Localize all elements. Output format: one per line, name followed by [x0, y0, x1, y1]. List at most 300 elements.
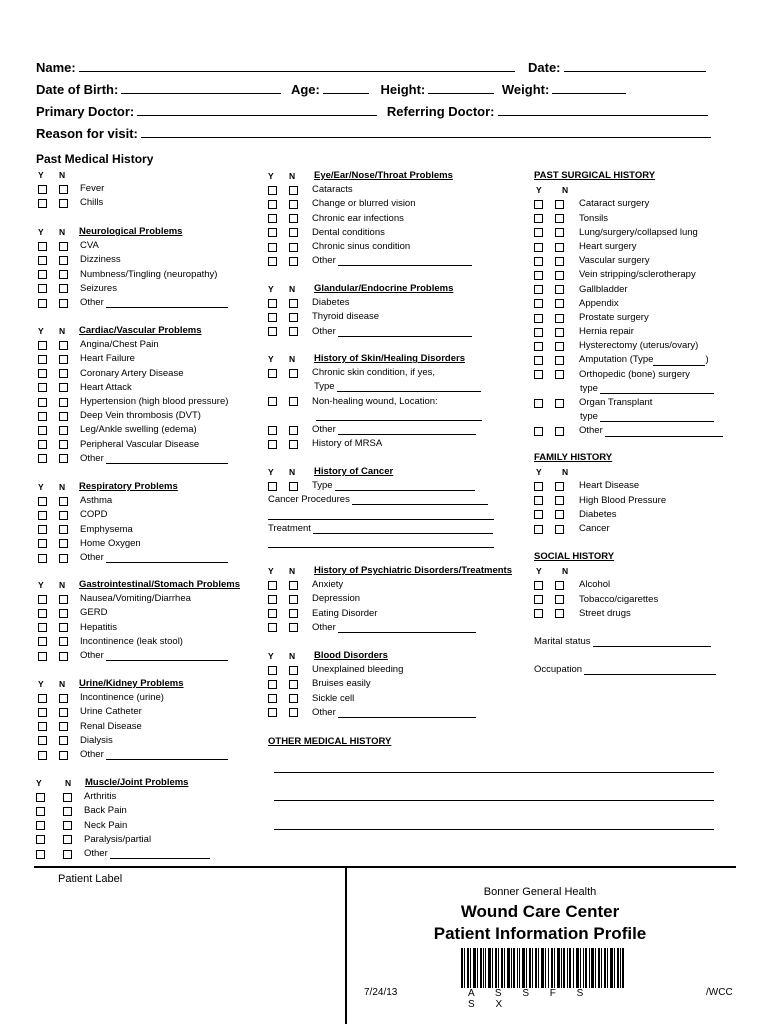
list-item: Vein stripping/sclerotherapy [534, 268, 723, 282]
treatment-field-2[interactable] [268, 538, 494, 548]
yes-checkbox[interactable] [38, 369, 47, 378]
primary-doctor-field[interactable] [137, 104, 377, 116]
yes-checkbox[interactable] [534, 257, 543, 266]
yes-checkbox[interactable] [38, 341, 47, 350]
no-checkbox[interactable] [59, 736, 68, 745]
name-field[interactable] [79, 60, 515, 72]
no-checkbox[interactable] [555, 399, 564, 408]
yes-checkbox[interactable] [38, 708, 47, 717]
no-checkbox[interactable] [555, 214, 564, 223]
no-checkbox[interactable] [289, 680, 298, 689]
no-checkbox[interactable] [59, 426, 68, 435]
yes-checkbox[interactable] [38, 539, 47, 548]
no-checkbox[interactable] [555, 595, 564, 604]
list-item: Arthritis [36, 790, 210, 804]
no-checkbox[interactable] [289, 186, 298, 195]
yes-checkbox[interactable] [534, 525, 543, 534]
yes-checkbox[interactable] [38, 609, 47, 618]
no-checkbox[interactable] [289, 243, 298, 252]
other-history-line-1[interactable] [274, 772, 714, 773]
no-checkbox[interactable] [289, 369, 298, 378]
yes-checkbox[interactable] [38, 185, 47, 194]
list-item: Eating Disorder [268, 607, 512, 621]
list-item: Type [268, 479, 494, 493]
list-item: Emphysema [38, 523, 228, 537]
surgical-section: PAST SURGICAL HISTORY Y N Cataract surgery Tonsils Lung/surgery/collapsed lung Heart surgery Vascular surgery Vein stripping/sclerotherapy Gallbladder Appendix Prostate surgery Hernia repair Hysterectomy (uterus/ovary) Amputation (Type ) Orthopedic (bone) surgery type Organ Transplant type Other [534, 169, 723, 439]
no-checkbox[interactable] [555, 342, 564, 351]
yes-checkbox[interactable] [534, 271, 543, 280]
yes-checkbox[interactable] [38, 199, 47, 208]
neuro-title: Neurological Problems [79, 226, 183, 237]
yes-checkbox[interactable] [38, 256, 47, 265]
no-checkbox[interactable] [289, 257, 298, 266]
no-checkbox[interactable] [289, 327, 298, 336]
no-checkbox[interactable] [555, 200, 564, 209]
list-item: Angina/Chest Pain [38, 338, 228, 352]
age-field[interactable] [323, 82, 369, 94]
yes-checkbox[interactable] [534, 314, 543, 323]
cancer-type-field[interactable] [335, 481, 475, 491]
no-checkbox[interactable] [59, 199, 68, 208]
yes-checkbox[interactable] [36, 835, 45, 844]
list-item: Amputation (Type ) [534, 353, 723, 367]
list-item: Other [38, 551, 228, 565]
list-item: Thyroid disease [268, 310, 472, 324]
other-field[interactable] [338, 623, 476, 633]
cancer-procedures-field-2[interactable] [268, 510, 494, 520]
no-checkbox[interactable] [555, 370, 564, 379]
yes-checkbox[interactable] [268, 299, 277, 308]
no-checkbox[interactable] [289, 595, 298, 604]
no-checkbox[interactable] [59, 609, 68, 618]
yes-checkbox[interactable] [534, 399, 543, 408]
yes-checkbox[interactable] [268, 581, 277, 590]
yes-checkbox[interactable] [534, 581, 543, 590]
yes-checkbox[interactable] [38, 454, 47, 463]
yes-checkbox[interactable] [38, 270, 47, 279]
other-field[interactable] [106, 750, 228, 760]
dob-field[interactable] [121, 82, 281, 94]
yes-checkbox[interactable] [38, 284, 47, 293]
dob-label: Date of Birth: [36, 82, 119, 97]
list-item: Cataract surgery [534, 197, 723, 211]
yes-checkbox[interactable] [38, 652, 47, 661]
no-checkbox[interactable] [59, 341, 68, 350]
name-row [36, 60, 515, 75]
no-checkbox[interactable] [289, 214, 298, 223]
yes-checkbox[interactable] [268, 680, 277, 689]
other-history-line-3[interactable] [274, 829, 714, 830]
yes-checkbox[interactable] [268, 257, 277, 266]
yes-checkbox[interactable] [38, 383, 47, 392]
list-item: Incontinence (leak stool) [38, 635, 240, 649]
social-section: SOCIAL HISTORY Y N Alcohol Tobacco/cigarettes Street drugs [534, 550, 658, 621]
organ-type-field[interactable] [600, 412, 714, 422]
list-item: Other [38, 452, 228, 466]
yes-checkbox[interactable] [38, 595, 47, 604]
yes-checkbox[interactable] [534, 285, 543, 294]
yes-checkbox[interactable] [36, 821, 45, 830]
list-item: Fever [38, 182, 104, 196]
no-checkbox[interactable] [555, 581, 564, 590]
other-field[interactable] [106, 651, 228, 661]
yes-checkbox[interactable] [268, 214, 277, 223]
yes-checkbox[interactable] [268, 694, 277, 703]
no-checkbox[interactable] [59, 185, 68, 194]
no-checkbox[interactable] [555, 525, 564, 534]
marital-label: Marital status [534, 636, 591, 647]
yes-checkbox[interactable] [38, 426, 47, 435]
list-item: Cataracts [268, 183, 472, 197]
yes-checkbox[interactable] [38, 751, 47, 760]
doctor-row [36, 104, 708, 119]
no-checkbox[interactable] [59, 554, 68, 563]
no-checkbox[interactable] [59, 383, 68, 392]
yes-checkbox[interactable] [38, 525, 47, 534]
other-field[interactable] [338, 425, 476, 435]
yes-checkbox[interactable] [534, 482, 543, 491]
no-checkbox[interactable] [289, 299, 298, 308]
yes-checkbox[interactable] [534, 370, 543, 379]
no-checkbox[interactable] [63, 793, 72, 802]
no-checkbox[interactable] [59, 440, 68, 449]
yes-checkbox[interactable] [38, 355, 47, 364]
gi-title: Gastrointestinal/Stomach Problems [79, 579, 241, 590]
urine-title: Urine/Kidney Problems [79, 678, 184, 689]
list-item: Nausea/Vomiting/Diarrhea [38, 592, 240, 606]
no-checkbox[interactable] [555, 482, 564, 491]
list-item: Coronary Artery Disease [38, 367, 228, 381]
no-checkbox[interactable] [555, 271, 564, 280]
no-checkbox[interactable] [555, 356, 564, 365]
primary-doctor-label: Primary Doctor: [36, 104, 135, 119]
other-field[interactable] [106, 553, 228, 563]
yes-checkbox[interactable] [36, 807, 45, 816]
list-item: Other [534, 424, 723, 438]
yes-checkbox[interactable] [534, 427, 543, 436]
barcode-text: A S S F S S X [468, 988, 593, 1010]
cancer-section: Y N History of Cancer Type Cancer Procedures Treatment [268, 465, 494, 550]
list-item: Tonsils [534, 212, 723, 226]
reason-row [36, 126, 711, 141]
ortho-type-field[interactable] [600, 384, 714, 394]
list-item: Back Pain [36, 804, 210, 818]
yes-checkbox[interactable] [534, 595, 543, 604]
no-checkbox[interactable] [59, 242, 68, 251]
patient-label: Patient Label [58, 873, 123, 885]
yes-checkbox[interactable] [534, 496, 543, 505]
list-item [268, 409, 482, 423]
yes-checkbox[interactable] [36, 793, 45, 802]
yes-checkbox[interactable] [38, 637, 47, 646]
list-item: type [534, 382, 723, 396]
list-item: Seizures [38, 282, 228, 296]
form-title-1: Wound Care Center [460, 902, 620, 921]
yes-checkbox[interactable] [268, 440, 277, 449]
no-checkbox[interactable] [289, 708, 298, 717]
no-checkbox[interactable] [289, 426, 298, 435]
list-item: Other [268, 325, 472, 339]
list-item: Deep Vein thrombosis (DVT) [38, 409, 228, 423]
surgical-title: PAST SURGICAL HISTORY [534, 170, 656, 181]
footer-vertical-divider [345, 868, 347, 1024]
yn-header: Y N [38, 170, 66, 180]
yes-checkbox[interactable] [38, 736, 47, 745]
psych-section: Y N History of Psychiatric Disorders/Treatments Anxiety Depression Eating Disorder Other [268, 564, 512, 635]
other-field[interactable] [106, 298, 228, 308]
yes-checkbox[interactable] [268, 426, 277, 435]
list-item: Street drugs [534, 607, 658, 621]
amputation-type-field[interactable] [653, 356, 705, 366]
occupation-label: Occupation [534, 664, 583, 675]
gi-section: Y N Gastrointestinal/Stomach Problems Nausea/Vomiting/Diarrhea GERD Hepatitis Incontinence (leak stool) Other [38, 578, 240, 663]
no-checkbox[interactable] [59, 398, 68, 407]
no-checkbox[interactable] [555, 609, 564, 618]
list-item: Diabetes [534, 508, 666, 522]
list-item: Unexplained bleeding [268, 663, 476, 677]
yes-checkbox[interactable] [268, 708, 277, 717]
no-checkbox[interactable] [289, 694, 298, 703]
gland-section: Y N Glandular/Endocrine Problems Diabetes Thyroid disease Other [268, 282, 472, 339]
yes-checkbox[interactable] [38, 440, 47, 449]
cancer-title: History of Cancer [314, 466, 394, 477]
yes-checkbox[interactable] [268, 482, 277, 491]
list-item: COPD [38, 508, 228, 522]
no-checkbox[interactable] [59, 525, 68, 534]
yes-checkbox[interactable] [534, 200, 543, 209]
no-checkbox[interactable] [59, 751, 68, 760]
list-item: Non-healing wound, Location: [268, 395, 482, 409]
yes-checkbox[interactable] [38, 694, 47, 703]
no-checkbox[interactable] [63, 821, 72, 830]
yes-checkbox[interactable] [38, 554, 47, 563]
list-item: Neck Pain [36, 819, 210, 833]
other-history-title: OTHER MEDICAL HISTORY [268, 736, 392, 747]
treatment-field[interactable] [313, 524, 493, 534]
no-checkbox[interactable] [59, 454, 68, 463]
yes-checkbox[interactable] [534, 214, 543, 223]
name-label: Name: [36, 60, 76, 75]
list-item: Incontinence (urine) [38, 691, 228, 705]
no-checkbox[interactable] [59, 284, 68, 293]
age-label: Age: [290, 82, 320, 97]
no-checkbox[interactable] [289, 440, 298, 449]
yes-checkbox[interactable] [38, 242, 47, 251]
list-item: Other [268, 621, 512, 635]
no-checkbox[interactable] [555, 328, 564, 337]
yes-checkbox[interactable] [534, 328, 543, 337]
no-checkbox[interactable] [59, 256, 68, 265]
no-checkbox[interactable] [289, 482, 298, 491]
cancer-procedures-field[interactable] [352, 495, 488, 505]
other-field[interactable] [110, 849, 210, 859]
list-item: Urine Catheter [38, 705, 228, 719]
no-checkbox[interactable] [289, 228, 298, 237]
no-checkbox[interactable] [289, 666, 298, 675]
yes-checkbox[interactable] [38, 623, 47, 632]
no-checkbox[interactable] [63, 850, 72, 859]
list-item: Other [268, 706, 476, 720]
yes-checkbox[interactable] [268, 595, 277, 604]
cardiac-section: Y N Cardiac/Vascular Problems Angina/Chest Pain Heart Failure Coronary Artery Disease Heart Attack Hypertension (high blood pressure) Deep Vein thrombosis (DVT) Leg/Ankle swelling (edema) Peripheral Vascular Disease Other [38, 324, 228, 466]
referring-doctor-field[interactable] [498, 104, 708, 116]
no-checkbox[interactable] [63, 835, 72, 844]
urine-section: Y N Urine/Kidney Problems Incontinence (urine) Urine Catheter Renal Disease Dialysis Other [38, 677, 228, 762]
list-item: Asthma [38, 494, 228, 508]
yes-checkbox[interactable] [534, 609, 543, 618]
resp-title: Respiratory Problems [79, 481, 178, 492]
list-item: Orthopedic (bone) surgery [534, 368, 723, 382]
no-checkbox[interactable] [59, 511, 68, 520]
height-field[interactable] [428, 82, 494, 94]
other-field[interactable] [338, 256, 472, 266]
org-name: Bonner General Health [483, 886, 597, 898]
cardiac-title: Cardiac/Vascular Problems [79, 325, 202, 336]
yes-checkbox[interactable] [534, 243, 543, 252]
list-item: Other [38, 296, 228, 310]
yes-checkbox[interactable] [38, 398, 47, 407]
no-checkbox[interactable] [555, 496, 564, 505]
reason-field[interactable] [141, 126, 711, 138]
muscle-title: Muscle/Joint Problems [85, 777, 189, 788]
list-item: Cancer [534, 522, 666, 536]
no-checkbox[interactable] [59, 623, 68, 632]
date-label: Date: [528, 60, 561, 75]
no-checkbox[interactable] [59, 539, 68, 548]
eye-title: Eye/Ear/Nose/Throat Problems [314, 170, 453, 181]
list-item: Hypertension (high blood pressure) [38, 395, 228, 409]
list-item: History of MRSA [268, 437, 482, 451]
yes-checkbox[interactable] [38, 722, 47, 731]
form-code: /WCC [706, 987, 733, 998]
yes-checkbox[interactable] [534, 510, 543, 519]
yes-checkbox[interactable] [534, 299, 543, 308]
no-checkbox[interactable] [59, 722, 68, 731]
occupation-field[interactable] [584, 665, 716, 675]
yes-checkbox[interactable] [534, 342, 543, 351]
no-checkbox[interactable] [59, 708, 68, 717]
list-item: Chills [38, 196, 104, 210]
resp-section: Y N Respiratory Problems Asthma COPD Emphysema Home Oxygen Other [38, 480, 228, 565]
yes-checkbox[interactable] [38, 299, 47, 308]
no-checkbox[interactable] [59, 595, 68, 604]
family-section: FAMILY HISTORY Y N Heart Disease High Blood Pressure Diabetes Cancer [534, 451, 666, 536]
no-checkbox[interactable] [289, 609, 298, 618]
list-item: Dental conditions [268, 226, 472, 240]
list-item: Hepatitis [38, 621, 240, 635]
yes-checkbox[interactable] [38, 412, 47, 421]
list-item: Depression [268, 592, 512, 606]
yes-checkbox[interactable] [268, 666, 277, 675]
no-checkbox[interactable] [289, 581, 298, 590]
no-checkbox[interactable] [59, 369, 68, 378]
height-label: Height: [380, 82, 426, 97]
no-checkbox[interactable] [555, 228, 564, 237]
date-field[interactable] [564, 60, 706, 72]
list-item: Other [36, 847, 210, 861]
yes-checkbox[interactable] [268, 186, 277, 195]
blood-section: Y N Blood Disorders Unexplained bleeding Bruises easily Sickle cell Other [268, 649, 476, 720]
no-checkbox[interactable] [555, 427, 564, 436]
no-checkbox[interactable] [59, 637, 68, 646]
other-history-line-2[interactable] [274, 800, 714, 801]
yes-checkbox[interactable] [268, 623, 277, 632]
yes-checkbox[interactable] [268, 228, 277, 237]
yes-checkbox[interactable] [268, 397, 277, 406]
no-checkbox[interactable] [289, 397, 298, 406]
form-title-2: Patient Information Profile [433, 924, 647, 943]
no-checkbox[interactable] [289, 313, 298, 322]
other-field[interactable] [605, 427, 723, 437]
no-checkbox[interactable] [59, 299, 68, 308]
date-row [528, 60, 706, 75]
list-item: Leg/Ankle swelling (edema) [38, 423, 228, 437]
yes-checkbox[interactable] [268, 313, 277, 322]
list-item: Prostate surgery [534, 311, 723, 325]
yes-checkbox[interactable] [268, 369, 277, 378]
other-field[interactable] [338, 708, 476, 718]
list-item: Paralysis/partial [36, 833, 210, 847]
no-checkbox[interactable] [289, 200, 298, 209]
yes-checkbox[interactable] [38, 511, 47, 520]
list-item: Type [268, 380, 482, 394]
skin-type-field[interactable] [337, 382, 481, 392]
list-item: Chronic ear infections [268, 212, 472, 226]
yes-checkbox[interactable] [36, 850, 45, 859]
no-checkbox[interactable] [555, 243, 564, 252]
no-checkbox[interactable] [59, 652, 68, 661]
marital-field[interactable] [593, 637, 711, 647]
no-checkbox[interactable] [555, 257, 564, 266]
list-item: Sickle cell [268, 692, 476, 706]
gland-title: Glandular/Endocrine Problems [314, 283, 454, 294]
list-item: Dizziness [38, 253, 228, 267]
no-checkbox[interactable] [555, 299, 564, 308]
no-checkbox[interactable] [63, 807, 72, 816]
no-checkbox[interactable] [59, 694, 68, 703]
other-field[interactable] [106, 454, 228, 464]
list-item: Chronic skin condition, if yes, [268, 366, 482, 380]
yes-checkbox[interactable] [38, 497, 47, 506]
no-checkbox[interactable] [59, 497, 68, 506]
eye-section: Y N Eye/Ear/Nose/Throat Problems Cataracts Change or blurred vision Chronic ear infections Dental conditions Chronic sinus condition Other [268, 169, 472, 268]
list-item: Numbness/Tingling (neuropathy) [38, 268, 228, 282]
yes-checkbox[interactable] [268, 200, 277, 209]
no-checkbox[interactable] [59, 355, 68, 364]
pmh-title: Past Medical History [36, 152, 154, 166]
yes-checkbox[interactable] [534, 228, 543, 237]
yes-checkbox[interactable] [268, 327, 277, 336]
wound-location-field[interactable] [316, 411, 482, 421]
no-checkbox[interactable] [289, 623, 298, 632]
no-checkbox[interactable] [59, 270, 68, 279]
yes-checkbox[interactable] [268, 609, 277, 618]
list-item: Home Oxygen [38, 537, 228, 551]
weight-label: Weight: [501, 82, 550, 97]
list-item: Gallbladder [534, 283, 723, 297]
no-checkbox[interactable] [555, 314, 564, 323]
list-item: Other [38, 649, 240, 663]
yes-checkbox[interactable] [534, 356, 543, 365]
yes-checkbox[interactable] [268, 243, 277, 252]
weight-field[interactable] [552, 82, 626, 94]
no-checkbox[interactable] [555, 510, 564, 519]
list-item: Heart Failure [38, 352, 228, 366]
list-item: Other [38, 748, 228, 762]
no-checkbox[interactable] [555, 285, 564, 294]
other-field[interactable] [338, 327, 472, 337]
no-checkbox[interactable] [59, 412, 68, 421]
